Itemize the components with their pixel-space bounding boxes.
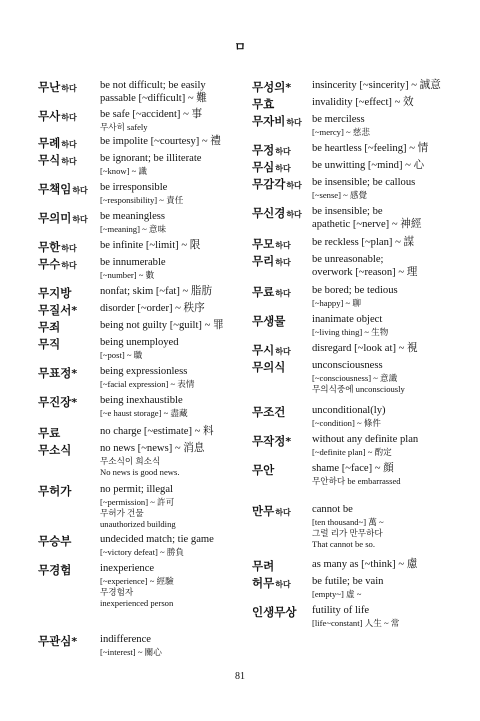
headword-text: 인생무상 [252, 605, 297, 619]
definition-line: be safe [~accident] ~ 事 [100, 109, 203, 120]
entry-headword [252, 254, 312, 270]
dictionary-entry [38, 534, 214, 558]
headword-star: * [71, 396, 78, 409]
definition-line: 무경험자 [100, 586, 134, 597]
entry-headword [252, 576, 312, 592]
entry-definition [100, 563, 174, 609]
definition-line: no permit; illegal [100, 484, 173, 495]
definition-line: shame [~face] ~ 顔 [312, 463, 394, 474]
entry-headword [38, 426, 100, 440]
headword-text: 무려 [252, 559, 275, 573]
definition-line: be not difficult; be easily [100, 80, 206, 91]
definition-line: be bored; be tedious [312, 285, 398, 296]
headword-text: 무성의 [252, 80, 286, 94]
definition-line: [~victory defeat] ~ 勝負 [100, 546, 184, 557]
definition-line: unconsciousness [312, 360, 383, 371]
entry-headword [38, 136, 100, 152]
headword-text: 무모 [252, 237, 275, 251]
definition-line: disorder [~order] ~ 秩序 [100, 303, 205, 314]
definition-line: unconditional(ly) [312, 405, 386, 416]
dictionary-entry [252, 143, 428, 159]
definition-line: be impolite [~courtesy] ~ 禮 [100, 136, 221, 147]
definition-line: overwork [~reason] ~ 理 [312, 266, 418, 278]
entry-headword [252, 114, 312, 130]
headword-text: 무자비 [252, 114, 286, 128]
entry-definition [312, 237, 414, 250]
headword-text: 무난 [38, 80, 61, 94]
definition-line: 무소식이 희소식 [100, 455, 161, 466]
headword-suffix: 하다 [275, 241, 291, 250]
definition-line: be unwitting [~mind] ~ 心 [312, 160, 425, 171]
headword-suffix: 하다 [275, 258, 291, 267]
dictionary-entry [252, 114, 370, 138]
dictionary-entry [38, 320, 224, 334]
entry-headword [38, 563, 100, 577]
dictionary-entry [252, 160, 424, 176]
definition-line: be merciless [312, 114, 365, 125]
entry-headword [38, 286, 100, 300]
entry-headword [252, 206, 312, 222]
dictionary-entry [38, 211, 166, 235]
headword-text: 무수 [38, 257, 61, 271]
dictionary-entry [38, 484, 176, 530]
headword-suffix: 하다 [275, 508, 291, 517]
definition-line: be insensible; be [312, 206, 383, 217]
definition-line: be futile; be vain [312, 576, 384, 587]
definition-line: [~consciousness] ~ 意識 [312, 372, 398, 383]
entry-definition [312, 177, 415, 201]
headword-text: 무정 [252, 143, 275, 157]
headword-suffix: 하다 [275, 289, 291, 298]
dictionary-entry [252, 343, 418, 359]
headword-text: 무경험 [38, 563, 72, 577]
entry-headword [38, 443, 100, 457]
headword-suffix: 하다 [61, 84, 77, 93]
definition-line: No news is good news. [100, 466, 180, 477]
entry-definition [312, 206, 421, 231]
headword-text: 무신경 [252, 206, 286, 220]
definition-line: being expressionless [100, 366, 188, 377]
entry-headword [252, 97, 312, 111]
definition-line: [~condition] ~ 條件 [312, 417, 381, 428]
entry-definition [312, 97, 414, 110]
entry-headword [252, 504, 312, 520]
headword-text: 무리 [252, 254, 275, 268]
entry-definition [100, 634, 162, 658]
definition-line: inanimate object [312, 314, 383, 325]
headword-text: 무심 [252, 160, 275, 174]
headword-suffix: 하다 [61, 244, 77, 253]
headword-suffix: 하다 [275, 347, 291, 356]
entry-definition [100, 337, 179, 361]
dictionary-entry [252, 254, 417, 279]
dictionary-entry [38, 153, 201, 177]
definition-line: no charge [~estimate] ~ 料 [100, 426, 214, 437]
definition-line: be unreasonable; [312, 254, 384, 265]
entry-definition [312, 143, 428, 156]
headword-text: 무례 [38, 136, 61, 150]
definition-line: [~permission] ~ 許可 [100, 496, 175, 507]
entry-headword [38, 211, 100, 227]
entry-definition [312, 343, 418, 356]
definition-line: being inexhaustible [100, 395, 183, 406]
dictionary-entry [252, 97, 414, 111]
dictionary-entry [252, 463, 401, 487]
definition-line: disregard [~look at] ~ 視 [312, 343, 418, 354]
definition-line: [life~constant] 人生 ~ 常 [312, 617, 400, 628]
headword-text: 무관심 [38, 634, 72, 648]
dictionary-entry [252, 559, 417, 573]
definition-line: [ten thousand~] 萬 ~ [312, 516, 384, 527]
headword-star: * [71, 635, 78, 648]
dictionary-entry [252, 80, 441, 95]
entry-definition [100, 426, 214, 439]
definition-line: 무사히 safely [100, 121, 148, 132]
entry-headword [252, 434, 312, 449]
dictionary-entry [252, 405, 386, 429]
definition-line: [empty~] 虛 ~ [312, 588, 362, 599]
dictionary-entry [38, 136, 221, 152]
dictionary-entry [252, 206, 421, 231]
headword-text: 무생물 [252, 314, 286, 328]
entry-definition [100, 395, 188, 419]
definition-line: [~sense] ~ 感覺 [312, 189, 368, 200]
dictionary-entry [38, 182, 183, 206]
headword-text: 무료 [252, 285, 275, 299]
definition-line: invalidity [~effect] ~ 效 [312, 97, 414, 108]
definition-line: 무안하다 be embarrassed [312, 475, 401, 486]
definition-line: be innumerable [100, 257, 166, 268]
dictionary-entry [252, 504, 384, 550]
dictionary-entry [38, 240, 200, 256]
page-number: 81 [235, 671, 245, 682]
entry-definition [312, 559, 417, 572]
dictionary-entry [38, 395, 188, 419]
entry-headword [252, 160, 312, 176]
headword-text: 무시 [252, 343, 275, 357]
headword-text: 무식 [38, 153, 61, 167]
entry-headword [252, 463, 312, 477]
dictionary-entry [38, 563, 174, 609]
entry-headword [38, 320, 100, 334]
entry-definition [312, 80, 441, 93]
definition-line: inexperience [100, 563, 155, 574]
entry-definition [100, 320, 224, 333]
definition-line: [~responsibility] ~ 責任 [100, 194, 184, 205]
headword-text: 무의식 [252, 360, 286, 374]
entry-headword [38, 337, 100, 351]
definition-line: no news [~news] ~ 消息 [100, 443, 205, 454]
entry-definition [312, 314, 388, 338]
entry-definition [312, 405, 386, 429]
entry-headword [38, 240, 100, 256]
headword-text: 무죄 [38, 320, 61, 334]
entry-headword [252, 405, 312, 419]
definition-line: be heartless [~feeling] ~ 情 [312, 143, 429, 154]
entry-definition [100, 534, 214, 558]
headword-star: * [71, 304, 78, 317]
entry-headword [252, 559, 312, 573]
dictionary-entry [38, 257, 166, 281]
definition-line: 무허가 건물 [100, 507, 144, 518]
entry-headword [252, 143, 312, 159]
entry-headword [252, 237, 312, 253]
dictionary-entry [38, 366, 195, 390]
definition-line: cannot be [312, 504, 353, 515]
entry-definition [312, 463, 401, 487]
definition-line: futility of life [312, 605, 370, 616]
entry-headword [252, 80, 312, 95]
entry-headword [252, 360, 312, 374]
definition-line: be reckless [~plan] ~ 謀 [312, 237, 415, 248]
entry-headword [38, 366, 100, 381]
headword-text: 무료 [38, 426, 61, 440]
definition-line: [~definite plan] ~ 酌定 [312, 446, 392, 457]
headword-text: 무표정 [38, 366, 72, 380]
headword-suffix: 하다 [275, 580, 291, 589]
headword-suffix: 하다 [275, 164, 291, 173]
entry-definition [100, 303, 205, 316]
headword-text: 만무 [252, 504, 275, 518]
entry-headword [38, 634, 100, 649]
headword-text: 무질서 [38, 303, 72, 317]
entry-definition [312, 504, 384, 550]
definition-line: inexperienced person [100, 597, 174, 608]
definition-line: [~happy] ~ 聊 [312, 297, 361, 308]
definition-line: 무의식중에 unconsciously [312, 383, 405, 394]
headword-suffix: 하다 [61, 140, 77, 149]
dictionary-entry [252, 285, 398, 309]
headword-text: 무안 [252, 463, 275, 477]
entry-definition [312, 576, 383, 600]
headword-suffix: 하다 [61, 157, 77, 166]
definition-line: [~interest] ~ 關心 [100, 646, 162, 657]
definition-line: undecided match; tie game [100, 534, 214, 545]
headword-star: * [285, 435, 292, 448]
definition-line: being not guilty [~guilt] ~ 罪 [100, 320, 224, 331]
headword-text: 무지방 [38, 286, 72, 300]
definition-line: [~number] ~ 數 [100, 269, 155, 280]
definition-line: be insensible; be callous [312, 177, 416, 188]
headword-suffix: 하다 [275, 147, 291, 156]
dictionary-entry [38, 426, 214, 440]
entry-definition [100, 443, 204, 478]
definition-line: being unemployed [100, 337, 179, 348]
entry-headword [252, 605, 312, 619]
headword-text: 무작정 [252, 434, 286, 448]
definition-line: be meaningless [100, 211, 166, 222]
headword-text: 무소식 [38, 443, 72, 457]
entry-headword [252, 285, 312, 301]
dictionary-entry [38, 303, 205, 318]
entry-definition [312, 360, 405, 395]
entry-definition [100, 153, 201, 177]
headword-star: * [71, 367, 78, 380]
headword-star: * [285, 81, 292, 94]
page-header-letter: ㅁ [234, 40, 246, 54]
dictionary-entry [252, 237, 414, 253]
definition-line: That cannot be so. [312, 538, 376, 549]
definition-line: [~living thing] ~ 生物 [312, 326, 389, 337]
definition-line: [~facial expression] ~ 表情 [100, 378, 195, 389]
entry-headword [38, 109, 100, 125]
headword-text: 무승부 [38, 534, 72, 548]
entry-headword [38, 257, 100, 273]
definition-line: be infinite [~limit] ~ 限 [100, 240, 201, 251]
entry-headword [38, 395, 100, 410]
entry-definition [312, 160, 424, 173]
definition-line: [~know] ~ 識 [100, 165, 148, 176]
headword-suffix: 하다 [286, 118, 302, 127]
definition-line: 그럴 리가 만무하다 [312, 527, 383, 538]
definition-line: [~e haust storage] ~ 盡藏 [100, 407, 188, 418]
definition-line: be irresponsible [100, 182, 168, 193]
entry-definition [100, 136, 221, 149]
dictionary-entry [38, 80, 207, 105]
headword-text: 무한 [38, 240, 61, 254]
entry-definition [312, 434, 418, 458]
dictionary-entry [252, 576, 383, 600]
entry-headword [38, 153, 100, 169]
definition-line: [~experience] ~ 經驗 [100, 575, 174, 586]
dictionary-entry [38, 286, 212, 300]
dictionary-entry [38, 337, 179, 361]
headword-text: 무책임 [38, 182, 72, 196]
entry-definition [100, 257, 166, 281]
definition-line: [~mercy] ~ 慈悲 [312, 126, 370, 137]
dictionary-entry [252, 434, 418, 458]
entry-headword [38, 80, 100, 96]
headword-suffix: 하다 [286, 210, 302, 219]
definition-line: [~meaning] ~ 意味 [100, 223, 167, 234]
entry-headword [252, 343, 312, 359]
dictionary-entry [38, 634, 162, 658]
definition-line: be ignorant; be illiterate [100, 153, 202, 164]
definition-line: [~post] ~ 職 [100, 349, 143, 360]
definition-line: insincerity [~sincerity] ~ 誠意 [312, 80, 441, 91]
headword-suffix: 하다 [72, 186, 88, 195]
definition-line: apathetic [~nerve] ~ 神經 [312, 218, 422, 230]
definition-line: indifference [100, 634, 151, 645]
headword-text: 허무 [252, 576, 275, 590]
definition-line: without any definite plan [312, 434, 419, 445]
entry-definition [312, 114, 370, 138]
headword-text: 무조건 [252, 405, 286, 419]
headword-suffix: 하다 [61, 261, 77, 270]
entry-headword [38, 534, 100, 548]
headword-text: 무효 [252, 97, 275, 111]
entry-headword [38, 484, 100, 498]
entry-definition [100, 484, 176, 530]
definition-line: unauthorized building [100, 518, 176, 529]
entry-definition [100, 80, 207, 105]
entry-definition [100, 366, 195, 390]
dictionary-entry [38, 109, 202, 133]
entry-headword [38, 303, 100, 318]
headword-suffix: 하다 [286, 181, 302, 190]
headword-text: 무직 [38, 337, 61, 351]
entry-definition [312, 285, 398, 309]
dictionary-entry [252, 314, 388, 338]
headword-text: 무의미 [38, 211, 72, 225]
headword-text: 무허가 [38, 484, 72, 498]
entry-definition [312, 254, 417, 279]
entry-definition [100, 109, 202, 133]
entry-definition [100, 182, 183, 206]
entry-definition [312, 605, 399, 629]
headword-suffix: 하다 [61, 113, 77, 122]
dictionary-entry [252, 177, 415, 201]
dictionary-entry [252, 605, 399, 629]
entry-headword [252, 314, 312, 328]
definition-line: nonfat; skim [~fat] ~ 脂肪 [100, 286, 213, 297]
headword-suffix: 하다 [72, 215, 88, 224]
dictionary-entry [38, 443, 204, 478]
definition-line: passable [~difficult] ~ 難 [100, 92, 207, 104]
entry-headword [252, 177, 312, 193]
entry-definition [100, 240, 200, 253]
entry-definition [100, 211, 166, 235]
headword-text: 무사 [38, 109, 61, 123]
headword-text: 무감각 [252, 177, 286, 191]
entry-definition [100, 286, 212, 299]
entry-headword [38, 182, 100, 198]
headword-text: 무진장 [38, 395, 72, 409]
definition-line: as many as [~think] ~ 慮 [312, 559, 418, 570]
dictionary-entry [252, 360, 405, 395]
